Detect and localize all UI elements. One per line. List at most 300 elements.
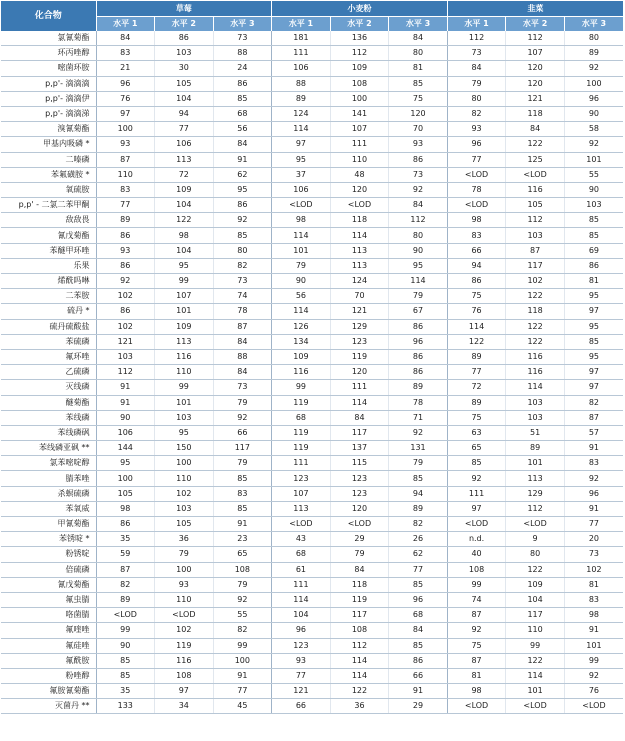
recovery-value: 123	[330, 486, 389, 501]
recovery-value: 105	[506, 198, 565, 213]
recovery-value: 119	[155, 638, 214, 653]
recovery-value: 73	[213, 380, 272, 395]
recovery-value: 108	[213, 562, 272, 577]
recovery-value: 65	[213, 547, 272, 562]
recovery-value: 103	[506, 410, 565, 425]
recovery-value: 78	[389, 395, 448, 410]
recovery-value: 122	[155, 213, 214, 228]
table-row	[1, 31, 623, 46]
recovery-value: 37	[272, 167, 331, 182]
recovery-value: 115	[330, 456, 389, 471]
recovery-value: 91	[213, 152, 272, 167]
recovery-value: 120	[330, 365, 389, 380]
recovery-value: 112	[506, 501, 565, 516]
compound-name: 粉锈啶	[1, 547, 96, 562]
recovery-value: 109	[506, 577, 565, 592]
recovery-value: 62	[389, 547, 448, 562]
recovery-value: 113	[330, 243, 389, 258]
compound-name: 苯线磷亚砜 **	[1, 441, 96, 456]
recovery-value: 95	[272, 152, 331, 167]
recovery-value: 104	[506, 592, 565, 607]
recovery-value: 107	[272, 486, 331, 501]
level-header: 水平 3	[389, 17, 448, 32]
recovery-value: 62	[213, 167, 272, 182]
recovery-value: 83	[447, 228, 506, 243]
table-row	[1, 243, 623, 258]
table-row	[1, 623, 623, 638]
recovery-value: 69	[564, 243, 623, 258]
recovery-value: 40	[447, 547, 506, 562]
recovery-value: 101	[564, 638, 623, 653]
recovery-value: 122	[506, 137, 565, 152]
recovery-value: 89	[447, 395, 506, 410]
group-header-row	[1, 1, 623, 17]
recovery-value: 36	[155, 532, 214, 547]
compound-name: 氟硅唑	[1, 638, 96, 653]
recovery-value: 90	[96, 410, 155, 425]
recovery-value: 122	[330, 684, 389, 699]
recovery-value: 61	[272, 562, 331, 577]
recovery-value: 87	[447, 608, 506, 623]
recovery-value: 93	[155, 577, 214, 592]
recovery-value: 118	[506, 304, 565, 319]
recovery-value: 112	[96, 365, 155, 380]
table-row	[1, 304, 623, 319]
recovery-value: 77	[389, 562, 448, 577]
table-row	[1, 319, 623, 334]
recovery-value: 84	[96, 31, 155, 46]
recovery-value: 90	[96, 638, 155, 653]
recovery-value: 84	[447, 61, 506, 76]
recovery-value: 86	[96, 304, 155, 319]
recovery-value: 76	[564, 684, 623, 699]
recovery-value: 71	[389, 410, 448, 425]
compound-name: p,p'- 滴滴滴	[1, 76, 96, 91]
recovery-value: 95	[564, 349, 623, 364]
recovery-value: 82	[213, 258, 272, 273]
recovery-value: 102	[96, 319, 155, 334]
recovery-value: 76	[447, 304, 506, 319]
recovery-value: 97	[272, 137, 331, 152]
table-row	[1, 638, 623, 653]
recovery-value: 114	[272, 304, 331, 319]
recovery-value: 88	[213, 46, 272, 61]
recovery-value: 43	[272, 532, 331, 547]
recovery-value: 89	[389, 501, 448, 516]
table-row	[1, 425, 623, 440]
recovery-value: 102	[96, 289, 155, 304]
recovery-value: 67	[389, 304, 448, 319]
recovery-value: 87	[96, 152, 155, 167]
recovery-value: 79	[389, 456, 448, 471]
recovery-value: 83	[96, 46, 155, 61]
compound-name: 甲基内吸磷 *	[1, 137, 96, 152]
group-header-leek: 韭菜	[447, 1, 623, 17]
recovery-value: 89	[272, 91, 331, 106]
recovery-value: 106	[272, 61, 331, 76]
compound-name: 氰戊菊酯	[1, 577, 96, 592]
recovery-value: 81	[564, 577, 623, 592]
table-row	[1, 653, 623, 668]
recovery-value: 92	[564, 137, 623, 152]
recovery-value: 77	[213, 684, 272, 699]
compound-name: 苯醚甲环唑	[1, 243, 96, 258]
recovery-value: 79	[155, 547, 214, 562]
table-row	[1, 441, 623, 456]
recovery-value: 133	[96, 699, 155, 714]
recovery-value: 110	[155, 365, 214, 380]
level-header: 水平 3	[213, 17, 272, 32]
recovery-value: 114	[272, 122, 331, 137]
recovery-value: 105	[96, 486, 155, 501]
recovery-value: 70	[330, 289, 389, 304]
recovery-value: 89	[96, 592, 155, 607]
recovery-value: 104	[272, 608, 331, 623]
recovery-value: 116	[155, 653, 214, 668]
recovery-value: <LOD	[96, 608, 155, 623]
recovery-value: 124	[272, 106, 331, 121]
recovery-value: 136	[330, 31, 389, 46]
recovery-value: 117	[330, 425, 389, 440]
recovery-value: 73	[447, 46, 506, 61]
recovery-value: 77	[447, 152, 506, 167]
table-row	[1, 562, 623, 577]
recovery-value: 84	[330, 410, 389, 425]
recovery-value: 84	[213, 365, 272, 380]
table-row	[1, 91, 623, 106]
recovery-value: 102	[564, 562, 623, 577]
compound-name: 氯氰菊酯	[1, 31, 96, 46]
level-header: 水平 2	[155, 17, 214, 32]
table-row	[1, 471, 623, 486]
recovery-value: 79	[447, 76, 506, 91]
recovery-value: 122	[506, 319, 565, 334]
recovery-value: 86	[96, 258, 155, 273]
recovery-value: 114	[272, 228, 331, 243]
recovery-value: 77	[272, 668, 331, 683]
recovery-value: 122	[506, 334, 565, 349]
recovery-value: 24	[213, 61, 272, 76]
recovery-value: 114	[272, 592, 331, 607]
recovery-value: 101	[155, 304, 214, 319]
recovery-value: 106	[155, 137, 214, 152]
recovery-value: 83	[564, 456, 623, 471]
compound-name: 氧硫胺	[1, 182, 96, 197]
recovery-value: n.d.	[447, 532, 506, 547]
level-header: 水平 3	[564, 17, 623, 32]
recovery-value: 96	[389, 592, 448, 607]
recovery-value: 112	[330, 638, 389, 653]
recovery-value: 92	[389, 182, 448, 197]
recovery-value: 82	[96, 577, 155, 592]
recovery-value: 122	[506, 289, 565, 304]
recovery-value: 114	[330, 668, 389, 683]
recovery-value: 75	[447, 289, 506, 304]
recovery-value: 89	[389, 380, 448, 395]
recovery-value: 85	[213, 228, 272, 243]
recovery-value: 99	[272, 380, 331, 395]
recovery-value: 93	[272, 653, 331, 668]
compound-column-header: 化合物	[1, 1, 96, 31]
recovery-value: 92	[564, 61, 623, 76]
recovery-value: 86	[389, 152, 448, 167]
recovery-value: 109	[272, 349, 331, 364]
recovery-value: 108	[447, 562, 506, 577]
recovery-value: 80	[389, 46, 448, 61]
recovery-value: 110	[96, 167, 155, 182]
recovery-value: 93	[447, 122, 506, 137]
recovery-value: 92	[564, 668, 623, 683]
recovery-value: 83	[564, 592, 623, 607]
recovery-value: 103	[506, 395, 565, 410]
compound-name: 粉唑醇	[1, 668, 96, 683]
recovery-value: 88	[213, 349, 272, 364]
recovery-value: 85	[447, 456, 506, 471]
recovery-value: 119	[272, 395, 331, 410]
level-header: 水平 1	[272, 17, 331, 32]
recovery-value: 117	[213, 441, 272, 456]
recovery-value: 36	[330, 699, 389, 714]
recovery-value: 141	[330, 106, 389, 121]
recovery-value: 79	[330, 547, 389, 562]
recovery-value: 112	[506, 213, 565, 228]
recovery-value: 86	[389, 349, 448, 364]
recovery-value: 119	[272, 425, 331, 440]
recovery-value: 96	[272, 623, 331, 638]
recovery-table	[1, 1, 623, 714]
recovery-value: 86	[389, 365, 448, 380]
recovery-value: 55	[213, 608, 272, 623]
recovery-value: 111	[272, 577, 331, 592]
recovery-value: 109	[155, 182, 214, 197]
table-row	[1, 106, 623, 121]
recovery-value: 86	[447, 274, 506, 289]
recovery-value: 100	[96, 471, 155, 486]
recovery-value: 35	[96, 532, 155, 547]
group-header-strawberry: 草莓	[96, 1, 272, 17]
recovery-value: 100	[564, 76, 623, 91]
recovery-value: 119	[330, 349, 389, 364]
table-row	[1, 577, 623, 592]
recovery-value: 78	[447, 182, 506, 197]
recovery-value: 90	[272, 274, 331, 289]
recovery-value: 83	[96, 182, 155, 197]
compound-name: 乐果	[1, 258, 96, 273]
recovery-value: 113	[506, 471, 565, 486]
recovery-value: 96	[564, 91, 623, 106]
recovery-value: 97	[447, 501, 506, 516]
recovery-value: 111	[447, 486, 506, 501]
recovery-value: 86	[389, 319, 448, 334]
recovery-value: <LOD	[272, 198, 331, 213]
compound-name: 敌敌畏	[1, 213, 96, 228]
recovery-value: 63	[447, 425, 506, 440]
recovery-value: 82	[564, 395, 623, 410]
recovery-value: 86	[96, 517, 155, 532]
recovery-value: 98	[96, 501, 155, 516]
recovery-value: 93	[96, 243, 155, 258]
recovery-value: 66	[213, 425, 272, 440]
recovery-value: 29	[389, 699, 448, 714]
table-row	[1, 213, 623, 228]
recovery-value: 120	[330, 501, 389, 516]
recovery-value: <LOD	[330, 517, 389, 532]
compound-name: 苯硫磷	[1, 334, 96, 349]
recovery-value: 97	[155, 684, 214, 699]
table-row	[1, 668, 623, 683]
recovery-value: 102	[155, 623, 214, 638]
recovery-value: 118	[330, 577, 389, 592]
recovery-value: 85	[213, 501, 272, 516]
recovery-value: 95	[155, 258, 214, 273]
recovery-value: 68	[272, 410, 331, 425]
table-row	[1, 380, 623, 395]
recovery-value: 51	[506, 425, 565, 440]
table-row	[1, 61, 623, 76]
recovery-value: 84	[389, 198, 448, 213]
compound-name: 灭菌丹 **	[1, 699, 96, 714]
table-row	[1, 46, 623, 61]
recovery-value: 110	[155, 471, 214, 486]
level-header: 水平 1	[96, 17, 155, 32]
recovery-value: 73	[213, 31, 272, 46]
recovery-value: 121	[330, 304, 389, 319]
recovery-value: 77	[564, 517, 623, 532]
recovery-value: 121	[272, 684, 331, 699]
compound-name: 氯苯嘧啶醇	[1, 456, 96, 471]
recovery-value: 92	[213, 592, 272, 607]
recovery-value: 66	[389, 668, 448, 683]
recovery-value: 79	[213, 577, 272, 592]
recovery-value: 110	[330, 152, 389, 167]
recovery-value: 87	[447, 653, 506, 668]
recovery-value: 105	[155, 517, 214, 532]
recovery-value: 23	[213, 532, 272, 547]
recovery-value: 86	[96, 228, 155, 243]
recovery-value: 92	[564, 471, 623, 486]
recovery-value: 95	[213, 182, 272, 197]
recovery-value: 114	[389, 274, 448, 289]
recovery-value: 72	[447, 380, 506, 395]
table-row	[1, 592, 623, 607]
recovery-value: 79	[272, 258, 331, 273]
compound-name: 硫丹硫酸盐	[1, 319, 96, 334]
recovery-value: 57	[564, 425, 623, 440]
table-row	[1, 501, 623, 516]
recovery-value: 80	[506, 547, 565, 562]
recovery-value: 92	[447, 471, 506, 486]
recovery-value: 113	[330, 258, 389, 273]
recovery-value: 84	[389, 31, 448, 46]
recovery-value: 77	[155, 122, 214, 137]
recovery-value: 84	[330, 562, 389, 577]
recovery-value: 96	[389, 334, 448, 349]
compound-name: 倍硫磷	[1, 562, 96, 577]
recovery-value: 85	[564, 228, 623, 243]
compound-name: 苯氧威	[1, 501, 96, 516]
recovery-value: 108	[330, 76, 389, 91]
recovery-value: 144	[96, 441, 155, 456]
recovery-value: 181	[272, 31, 331, 46]
recovery-value: 129	[506, 486, 565, 501]
recovery-value: 101	[272, 243, 331, 258]
recovery-value: 98	[564, 608, 623, 623]
recovery-value: 84	[389, 623, 448, 638]
recovery-value: 110	[506, 623, 565, 638]
recovery-value: 68	[272, 547, 331, 562]
compound-name: 硫丹 *	[1, 304, 96, 319]
compound-name: 乙硫磷	[1, 365, 96, 380]
recovery-value: 93	[389, 137, 448, 152]
recovery-value: 102	[506, 274, 565, 289]
recovery-value: 86	[389, 653, 448, 668]
recovery-value: 86	[155, 31, 214, 46]
compound-name: p,p' - 二氯二苯甲酮	[1, 198, 96, 213]
compound-name: 溴氰菊酯	[1, 122, 96, 137]
recovery-value: 92	[389, 425, 448, 440]
recovery-value: 150	[155, 441, 214, 456]
recovery-value: 84	[213, 334, 272, 349]
recovery-value: 99	[447, 577, 506, 592]
recovery-value: 117	[506, 258, 565, 273]
recovery-value: 120	[506, 61, 565, 76]
table-body	[1, 31, 623, 714]
recovery-value: 119	[330, 592, 389, 607]
table-row	[1, 182, 623, 197]
recovery-value: 99	[155, 274, 214, 289]
recovery-value: 89	[447, 349, 506, 364]
recovery-value: 109	[155, 319, 214, 334]
recovery-value: 114	[330, 653, 389, 668]
recovery-value: 137	[330, 441, 389, 456]
table-row	[1, 152, 623, 167]
recovery-value: 97	[564, 365, 623, 380]
recovery-value: 118	[506, 106, 565, 121]
recovery-value: 112	[330, 46, 389, 61]
recovery-value: 74	[213, 289, 272, 304]
recovery-value: 116	[506, 365, 565, 380]
recovery-value: 68	[213, 106, 272, 121]
table-row	[1, 228, 623, 243]
recovery-value: 80	[389, 228, 448, 243]
recovery-value: 94	[447, 258, 506, 273]
recovery-value: 121	[96, 334, 155, 349]
recovery-value: 90	[564, 182, 623, 197]
recovery-value: 82	[389, 517, 448, 532]
recovery-value: 111	[272, 456, 331, 471]
recovery-value: 77	[447, 365, 506, 380]
recovery-value: 92	[447, 623, 506, 638]
recovery-value: 26	[389, 532, 448, 547]
recovery-value: 59	[96, 547, 155, 562]
table-row	[1, 349, 623, 364]
recovery-value: 108	[155, 668, 214, 683]
compound-name: 苯线磷	[1, 410, 96, 425]
recovery-value: 95	[389, 258, 448, 273]
table-row	[1, 122, 623, 137]
recovery-value: <LOD	[447, 699, 506, 714]
table-row	[1, 365, 623, 380]
recovery-value: 118	[330, 213, 389, 228]
recovery-value: 85	[213, 471, 272, 486]
recovery-value: 99	[96, 623, 155, 638]
recovery-value: 81	[389, 61, 448, 76]
recovery-value: 99	[213, 638, 272, 653]
recovery-value: 111	[272, 46, 331, 61]
recovery-value: 113	[155, 334, 214, 349]
recovery-value: 111	[330, 380, 389, 395]
recovery-value: 88	[272, 76, 331, 91]
